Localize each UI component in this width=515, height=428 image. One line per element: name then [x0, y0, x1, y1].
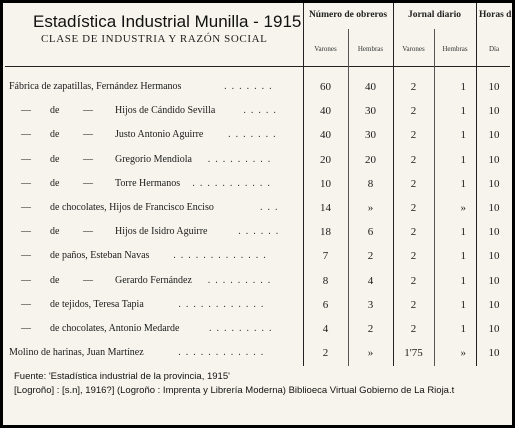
cell-varones: 10 — [320, 177, 331, 190]
row-name: Fábrica de zapatillas, Fernández Hermanos — [9, 81, 182, 92]
cell-horas: 10 — [488, 250, 500, 263]
header-jornal: Jornal diario — [407, 10, 462, 20]
row-name: Gregorio Mendiola — [115, 153, 192, 165]
table-row — [3, 125, 512, 149]
header-obreros: Número de obreros — [308, 10, 388, 20]
table-subtitle: CLASE DE INDUSTRIA Y RAZÓN SOCIAL — [41, 33, 268, 45]
row-connector: de — [50, 105, 60, 117]
cell-hembras: 2 — [367, 323, 374, 335]
leader-dots: ...... — [238, 226, 284, 238]
table-row — [3, 343, 512, 367]
cell-varones: 60 — [320, 81, 331, 93]
cell-horas: 10 — [488, 298, 500, 311]
cell-jornal-hembras: » — [460, 202, 466, 214]
cell-jornal-hembras: 1 — [460, 129, 466, 142]
table-row — [3, 246, 512, 270]
table-row — [3, 77, 512, 101]
row-name: Hijos de Cándido Sevilla — [115, 105, 216, 117]
leader-dots: ....... — [228, 129, 281, 141]
leader-dots: ......... — [207, 153, 276, 165]
cell-jornal-varones: 2 — [410, 105, 417, 118]
cell-varones: 40 — [320, 105, 331, 118]
cell-varones: 18 — [320, 226, 331, 239]
row-name: de tejidos, Teresa Tapia — [50, 298, 144, 310]
cell-jornal-hembras: 1 — [460, 226, 466, 239]
cell-jornal-varones: 1'75 — [404, 347, 423, 360]
cell-varones: 2 — [322, 347, 329, 360]
cell-varones: 40 — [320, 129, 331, 142]
cell-hembras: 3 — [367, 298, 374, 311]
cell-hembras: 2 — [367, 250, 374, 263]
source-line: Fuente: 'Estadística industrial de la provincia, 1915' — [14, 371, 230, 382]
ditto-mark: — — [83, 226, 93, 238]
ditto-mark: — — [21, 153, 31, 165]
leader-dots: ..... — [243, 105, 281, 117]
cell-jornal-varones: 2 — [410, 298, 417, 311]
citation-line: [Logroño] : [s.n], 1916?] (Logroño : Imprenta y Librería Moderna) Biblioeca Virtual Gobierno de La Rioja.t — [14, 385, 455, 396]
row-connector: de — [50, 129, 60, 141]
subheader-dia: Día — [488, 45, 500, 53]
ditto-mark: — — [83, 129, 93, 141]
cell-horas: 10 — [488, 81, 500, 93]
cell-varones: 6 — [322, 298, 329, 311]
row-name: Hijos de Isidro Aguirre — [115, 226, 208, 238]
row-connector: de — [50, 153, 60, 165]
row-connector: de — [50, 274, 60, 286]
cell-horas: 10 — [488, 274, 500, 287]
cell-jornal-hembras: 1 — [460, 323, 466, 335]
cell-jornal-hembras: 1 — [460, 250, 466, 263]
cell-jornal-varones: 2 — [410, 274, 417, 287]
row-name: de chocolates, Hijos de Francisco Enciso — [50, 202, 214, 213]
leader-dots: ......... — [207, 274, 276, 286]
subheader-varones-jornal: Varones — [402, 45, 425, 53]
cell-jornal-varones: 2 — [410, 177, 417, 190]
table-row — [3, 295, 512, 319]
cell-varones: 8 — [322, 274, 329, 287]
cell-jornal-varones: 2 — [410, 129, 417, 142]
subheader-hembras-jornal: Hembras — [442, 45, 468, 53]
cell-horas: 10 — [488, 323, 500, 335]
subheader-varones: Varones — [314, 45, 337, 53]
row-connector: de — [50, 177, 60, 189]
leader-dots: ............ — [178, 347, 269, 359]
table-row — [3, 222, 512, 246]
cell-jornal-varones: 2 — [410, 81, 417, 93]
ditto-mark: — — [21, 274, 31, 286]
cell-hembras: » — [367, 202, 374, 214]
ditto-mark: — — [21, 177, 31, 189]
page-title: Estadística Industrial Munilla - 1915 — [33, 12, 302, 31]
ditto-mark: — — [21, 129, 31, 141]
ditto-mark: — — [21, 323, 31, 334]
ditto-mark: — — [21, 298, 31, 310]
cell-jornal-hembras: 1 — [460, 274, 466, 287]
cell-jornal-hembras: 1 — [460, 105, 466, 118]
cell-hembras: » — [367, 347, 374, 360]
cell-jornal-varones: 2 — [410, 323, 417, 335]
subheader-hembras: Hembras — [357, 45, 384, 53]
cell-hembras: 8 — [367, 177, 374, 190]
cell-jornal-varones: 2 — [410, 250, 417, 263]
cell-hembras: 30 — [365, 129, 376, 142]
table-row — [3, 198, 512, 222]
leader-dots: ............ — [178, 298, 269, 310]
leader-dots: ............. — [173, 250, 271, 262]
ditto-mark: — — [83, 105, 93, 117]
cell-hembras: 30 — [365, 105, 376, 118]
cell-hembras: 40 — [365, 81, 376, 93]
cell-jornal-varones: 2 — [410, 202, 417, 214]
table-row — [3, 271, 512, 295]
cell-horas: 10 — [488, 226, 500, 239]
leader-dots: ....... — [224, 81, 277, 92]
row-name: Molino de harinas, Juan Martínez — [9, 347, 144, 359]
cell-jornal-hembras: 1 — [460, 298, 466, 311]
cell-jornal-hembras: 1 — [460, 177, 466, 190]
table-row — [3, 174, 512, 198]
leader-dots: ........... — [192, 177, 275, 189]
table-row — [3, 319, 512, 343]
cell-jornal-varones: 2 — [410, 153, 417, 166]
cell-hembras: 4 — [367, 274, 374, 287]
row-name: Gerardo Fernández — [115, 274, 192, 286]
header-horas: Horas d — [479, 10, 512, 20]
row-connector: de — [50, 226, 60, 238]
ditto-mark: — — [21, 250, 31, 262]
cell-horas: 10 — [488, 129, 500, 142]
cell-hembras: 20 — [365, 153, 376, 166]
cell-jornal-varones: 2 — [410, 226, 417, 239]
cell-jornal-hembras: 1 — [460, 153, 466, 166]
cell-varones: 20 — [320, 153, 331, 166]
ditto-mark: — — [21, 105, 31, 117]
row-name: Justo Antonio Aguirre — [115, 129, 204, 141]
leader-dots: ... — [260, 202, 283, 213]
cell-horas: 10 — [488, 202, 500, 214]
cell-jornal-hembras: 1 — [460, 81, 466, 93]
cell-hembras: 6 — [367, 226, 374, 239]
leader-dots: ......... — [209, 323, 277, 334]
cell-horas: 10 — [488, 177, 500, 190]
ditto-mark: — — [21, 226, 31, 238]
table-row — [3, 150, 512, 174]
row-name: Torre Hermanos — [115, 177, 181, 189]
cell-varones: 14 — [320, 202, 331, 214]
cell-horas: 10 — [488, 347, 500, 360]
cell-varones: 4 — [322, 323, 329, 335]
cell-varones: 7 — [322, 250, 329, 263]
row-name: de paños, Esteban Navas — [50, 250, 150, 262]
ditto-mark: — — [83, 177, 93, 189]
table-row — [3, 101, 512, 125]
cell-horas: 10 — [488, 153, 500, 166]
ditto-mark: — — [83, 153, 93, 165]
ditto-mark: — — [21, 202, 31, 213]
cell-horas: 10 — [488, 105, 500, 118]
document-page — [3, 3, 512, 425]
cell-jornal-hembras: » — [460, 347, 466, 360]
row-name: de chocolates, Antonio Medarde — [50, 323, 180, 334]
ditto-mark: — — [83, 274, 93, 286]
